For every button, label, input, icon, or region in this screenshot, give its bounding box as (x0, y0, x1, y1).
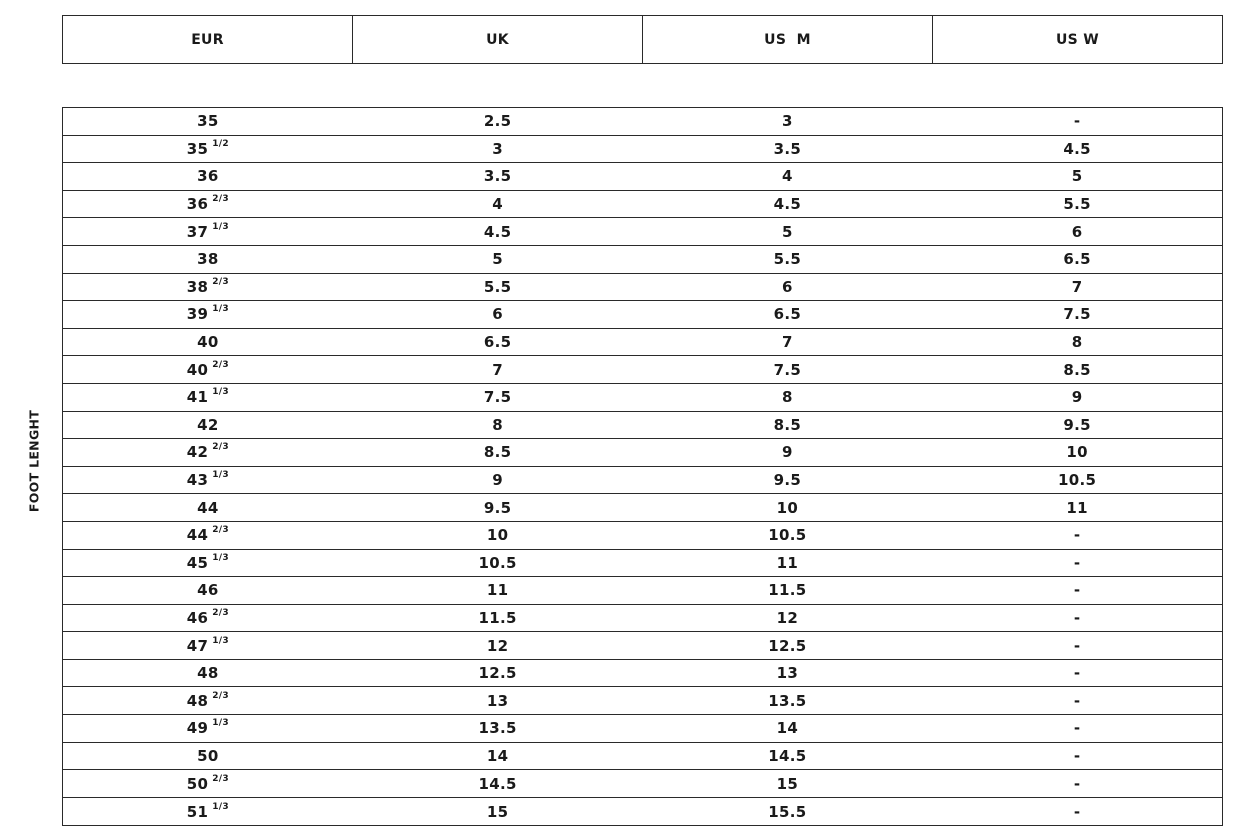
cell-eur (63, 218, 353, 245)
cell-uk: 9 (492, 471, 503, 490)
cell-uk: 9.5 (483, 498, 512, 517)
cell-uk: 11.5 (478, 608, 517, 627)
table-row (63, 108, 1222, 136)
eur-size: 43 (186, 471, 209, 490)
cell-uk: 8.5 (483, 443, 512, 462)
eur-size: 49 (186, 719, 209, 738)
table-row (63, 246, 1222, 274)
eur-size: 42 (186, 443, 209, 462)
cell-us-m: 15 (776, 774, 799, 793)
eur-size: 37 (186, 222, 209, 241)
cell-us-m: 4.5 (773, 195, 802, 214)
cell-uk: 7 (492, 360, 503, 379)
cell-us-m: 7 (782, 333, 793, 352)
eur-size: 38 (186, 277, 209, 296)
cell-uk: 15 (486, 802, 509, 821)
cell-us-m: 7.5 (773, 360, 802, 379)
cell-eur (63, 384, 353, 411)
cell-uk: 6 (492, 305, 503, 324)
cell-us-w: 5 (1071, 167, 1083, 186)
cell-us-w: - (1073, 691, 1081, 710)
cell-us-w: 10 (1066, 443, 1088, 462)
eur-size: 42 (197, 415, 219, 434)
table-row (63, 274, 1222, 302)
cell-eur (63, 191, 353, 218)
cell-eur (63, 412, 353, 439)
cell-uk: 5.5 (483, 277, 512, 296)
cell-us-w: 7.5 (1063, 305, 1091, 324)
eur-size: 38 (197, 250, 219, 269)
eur-size: 51 (186, 802, 209, 821)
cell-eur (63, 356, 353, 383)
cell-uk: 12 (486, 636, 509, 655)
cell-us-w: 7 (1071, 277, 1083, 296)
table-row (63, 550, 1222, 578)
eur-size: 50 (197, 746, 219, 765)
cell-us-w: - (1073, 581, 1081, 600)
cell-us-m: 5.5 (773, 250, 802, 269)
cell-uk: 11 (486, 581, 509, 600)
cell-uk: 6.5 (483, 333, 512, 352)
eur-size: 46 (186, 608, 209, 627)
cell-eur (63, 467, 353, 494)
table-row (63, 218, 1222, 246)
eur-size-fraction: 1/3 (212, 718, 229, 729)
cell-eur (63, 274, 353, 301)
table-row (63, 136, 1222, 164)
eur-size-fraction: 2/3 (212, 607, 229, 618)
table-row (63, 605, 1222, 633)
eur-size-fraction: 1/3 (212, 635, 229, 646)
cell-eur (63, 329, 353, 356)
cell-us-m: 4 (782, 167, 793, 186)
eur-size-fraction: 1/3 (212, 387, 229, 398)
eur-size: 36 (186, 195, 209, 214)
header-us-w: US W (1056, 31, 1099, 48)
cell-us-w: - (1073, 526, 1081, 545)
cell-us-m: 14 (776, 719, 799, 738)
cell-us-w: - (1073, 802, 1081, 821)
cell-us-w: - (1073, 774, 1081, 793)
eur-size-fraction: 2/3 (212, 359, 229, 370)
eur-size: 35 (186, 139, 209, 158)
cell-uk: 10 (486, 526, 509, 545)
cell-us-w: - (1073, 608, 1081, 627)
size-conversion-table (62, 107, 1223, 826)
table-row (63, 356, 1222, 384)
table-row (63, 412, 1222, 440)
table-row (63, 577, 1222, 605)
cell-us-w: 9.5 (1063, 415, 1091, 434)
cell-us-m: 10.5 (768, 526, 807, 545)
table-row (63, 743, 1222, 771)
cell-us-m: 3 (782, 112, 793, 131)
eur-size: 44 (186, 526, 209, 545)
cell-uk: 4 (492, 195, 503, 214)
cell-uk: 14.5 (478, 774, 517, 793)
header-eur: EUR (63, 16, 353, 63)
cell-eur (63, 439, 353, 466)
eur-size: 41 (186, 388, 209, 407)
eur-size-fraction: 2/3 (212, 690, 229, 701)
cell-us-w: 8 (1071, 333, 1083, 352)
eur-size-fraction: 1/2 (212, 138, 229, 149)
cell-eur (63, 743, 353, 770)
cell-us-m: 11.5 (768, 581, 807, 600)
table-row (63, 798, 1222, 826)
table-row (63, 301, 1222, 329)
eur-size: 48 (197, 664, 219, 683)
cell-us-w: - (1073, 553, 1081, 572)
cell-us-w: 8.5 (1063, 360, 1091, 379)
cell-eur (63, 660, 353, 687)
cell-us-w: 6.5 (1063, 250, 1091, 269)
cell-eur (63, 770, 353, 797)
cell-us-m: 10 (776, 498, 799, 517)
cell-us-m: 6 (782, 277, 793, 296)
table-row (63, 770, 1222, 798)
table-row (63, 467, 1222, 495)
size-header-table (62, 15, 1223, 64)
cell-us-m: 6.5 (773, 305, 802, 324)
eur-size: 45 (186, 553, 209, 572)
eur-size-fraction: 2/3 (212, 276, 229, 287)
cell-us-w: - (1073, 112, 1081, 131)
foot-length-label: FOOT LENGHT (26, 409, 42, 513)
cell-eur (63, 687, 353, 714)
cell-us-m: 5 (782, 222, 793, 241)
eur-size: 35 (197, 112, 219, 131)
eur-size: 39 (186, 305, 209, 324)
eur-size-fraction: 2/3 (212, 773, 229, 784)
cell-uk: 8 (492, 415, 503, 434)
cell-uk: 3.5 (483, 167, 512, 186)
cell-uk: 4.5 (483, 222, 512, 241)
cell-us-w: - (1073, 719, 1081, 738)
eur-size-fraction: 1/3 (212, 221, 229, 232)
cell-us-m: 13.5 (768, 691, 807, 710)
cell-uk: 14 (486, 746, 509, 765)
cell-eur (63, 550, 353, 577)
cell-uk: 13.5 (478, 719, 517, 738)
cell-uk: 3 (492, 139, 503, 158)
cell-uk: 5 (492, 250, 503, 269)
cell-eur (63, 522, 353, 549)
header-uk: UK (353, 16, 643, 63)
eur-size: 40 (186, 360, 209, 379)
eur-size-fraction: 1/3 (212, 304, 229, 315)
eur-size: 40 (197, 333, 219, 352)
cell-us-m: 8 (782, 388, 793, 407)
table-row (63, 715, 1222, 743)
cell-us-m: 9.5 (773, 471, 802, 490)
cell-us-m: 8.5 (773, 415, 802, 434)
table-row (63, 191, 1222, 219)
cell-uk: 13 (486, 691, 509, 710)
cell-us-m: 12.5 (768, 636, 807, 655)
eur-size: 47 (186, 636, 209, 655)
cell-us-m: 3.5 (773, 139, 802, 158)
cell-us-w: 11 (1066, 498, 1088, 517)
eur-size-fraction: 1/3 (212, 801, 229, 812)
cell-us-w: - (1073, 746, 1081, 765)
cell-us-m: 13 (776, 664, 799, 683)
cell-us-m: 14.5 (768, 746, 807, 765)
cell-us-m: 9 (782, 443, 793, 462)
cell-eur (63, 246, 353, 273)
cell-eur (63, 605, 353, 632)
cell-us-m: 11 (776, 553, 799, 572)
eur-size: 36 (197, 167, 219, 186)
table-row (63, 329, 1222, 357)
table-row (63, 439, 1222, 467)
header-us-m: US M (643, 16, 933, 63)
eur-size-fraction: 1/3 (212, 470, 229, 481)
cell-eur (63, 301, 353, 328)
eur-size: 46 (197, 581, 219, 600)
table-row (63, 522, 1222, 550)
cell-uk: 12.5 (478, 664, 517, 683)
cell-us-w: 6 (1071, 222, 1083, 241)
cell-eur (63, 108, 353, 135)
cell-us-m: 12 (776, 608, 799, 627)
cell-us-w: 5.5 (1063, 195, 1091, 214)
table-row (63, 632, 1222, 660)
cell-eur (63, 136, 353, 163)
table-row (63, 163, 1222, 191)
eur-size: 44 (197, 498, 219, 517)
cell-eur (63, 632, 353, 659)
cell-eur (63, 715, 353, 742)
cell-eur (63, 798, 353, 826)
cell-eur (63, 577, 353, 604)
table-row (63, 687, 1222, 715)
cell-us-w: 9 (1071, 388, 1083, 407)
cell-us-w: - (1073, 664, 1081, 683)
cell-uk: 10.5 (478, 553, 517, 572)
cell-us-w: 4.5 (1063, 139, 1091, 158)
table-row (63, 494, 1222, 522)
eur-size: 48 (186, 691, 209, 710)
cell-uk: 2.5 (483, 112, 512, 131)
cell-eur (63, 494, 353, 521)
table-row (63, 660, 1222, 688)
eur-size-fraction: 2/3 (212, 442, 229, 453)
cell-uk: 7.5 (483, 388, 512, 407)
eur-size-fraction: 1/3 (212, 552, 229, 563)
cell-eur (63, 163, 353, 190)
cell-us-w: 10.5 (1058, 471, 1097, 490)
eur-size: 50 (186, 774, 209, 793)
eur-size-fraction: 2/3 (212, 525, 229, 536)
cell-us-w: - (1073, 636, 1081, 655)
cell-us-m: 15.5 (768, 802, 807, 821)
table-row (63, 384, 1222, 412)
eur-size-fraction: 2/3 (212, 194, 229, 205)
